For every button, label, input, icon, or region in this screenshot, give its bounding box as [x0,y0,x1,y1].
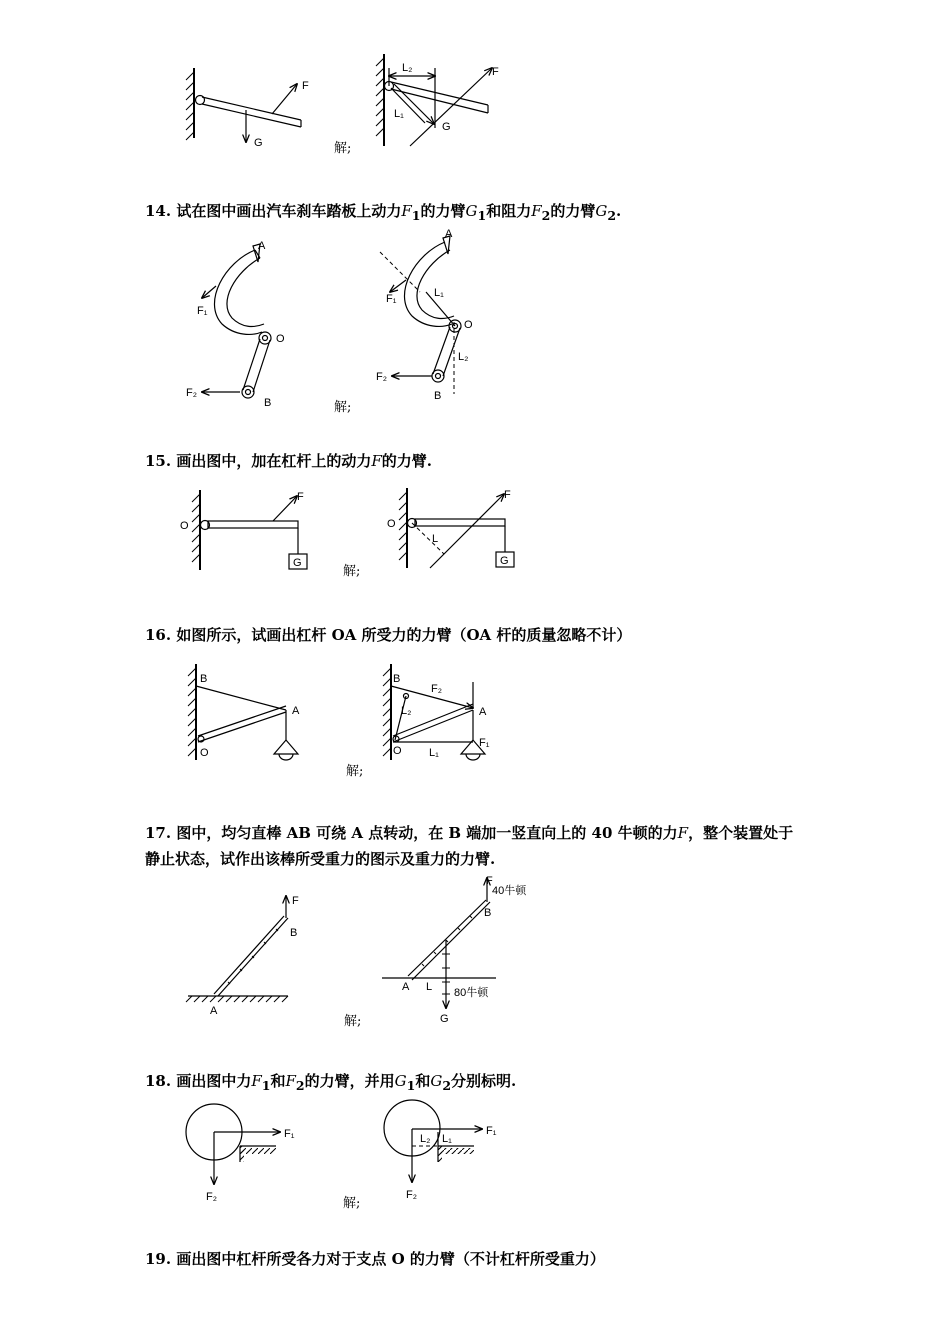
label-L1: L₁ [434,287,444,299]
q18-question: 18. 画出图中力$F_1$和$F_2$的力臂，并用$G_1$和$G_2$分别标明. [145,1072,517,1093]
q15-figure-1 [175,486,325,576]
label-B: B [264,397,272,409]
label-L2: L₂ [420,1133,431,1145]
q16-figure-2 [375,660,505,770]
label-G-value: 80牛顿 [454,987,489,999]
q13-answer-label: 解; [334,141,352,156]
label-B: B [393,673,401,685]
label-A: A [292,705,300,717]
q15-figure-2 [382,484,532,574]
q14-question: 14. 试在图中画出汽车刹车踏板上动力$F_1$的力臂$G_1$和阻力$F_2$的力臂$G_2$. [145,202,622,223]
label-F2: F₂ [406,1189,417,1201]
q18-figure-1 [180,1100,320,1210]
q17-figure-1 [180,890,300,1020]
label-O: O [276,333,285,345]
q14-figure-1 [180,232,310,412]
label-L1: L₁ [442,1133,452,1145]
label-B: B [200,673,208,685]
q14-figure-2 [370,222,510,412]
label-B: B [290,927,298,939]
q18-answer-label: 解; [343,1196,361,1211]
q17-figure-2 [378,870,538,1030]
q18-figure-2 [378,1096,518,1206]
q16-figure-1 [180,660,320,770]
label-L: L [426,981,433,993]
q15-answer-label: 解; [343,564,361,579]
label-F: F [302,80,309,92]
q13-figure-2 [370,50,520,160]
label-O: O [387,518,396,530]
q14-answer-label: 解; [334,400,352,415]
label-A: A [210,1005,218,1017]
label-F1: F₁ [386,293,397,305]
label-O: O [180,520,189,532]
q15-question: 15. 画出图中，加在杠杆上的动力F的力臂. [145,452,433,470]
label-F2: F₂ [206,1191,217,1203]
label-F1: F₁ [197,305,208,317]
label-F1: F₁ [284,1128,295,1140]
label-G: G [293,557,302,569]
label-L1: L₁ [429,747,439,759]
label-F-value: 40牛顿 [492,885,527,897]
label-G: G [254,137,263,149]
label-A: A [402,981,410,993]
label-F: F [297,491,304,503]
label-F: F [504,489,511,501]
q17-answer-label: 解; [344,1014,362,1029]
label-F2: F₂ [186,387,197,399]
label-G: G [440,1013,449,1025]
q17-question: 17. 图中，均匀直棒 AB 可绕 A 点转动，在 B 端加一竖直向上的 40 牛顿的力F，整个装置处于 静止状态，试作出该棒所受重力的图示及重力的力臂. [145,824,794,868]
label-F2: F₂ [431,683,442,695]
q16-question: 16. 如图所示，试画出杠杆 OA 所受力的力臂（OA 杆的质量忽略不计） [145,626,632,644]
label-F1: F₁ [486,1125,497,1137]
label-O: O [464,319,473,331]
label-F: F [492,66,499,78]
label-F1: F₁ [479,737,490,749]
q16-answer-label: 解; [346,764,364,779]
label-L: L [432,533,439,545]
label-O: O [200,747,209,759]
label-F2: F₂ [376,371,387,383]
label-F: F [292,895,299,907]
label-A: A [479,706,487,718]
label-O: O [393,745,402,757]
label-L2: L₂ [402,62,413,74]
label-A: A [445,228,453,240]
label-F: F [486,875,493,887]
label-B: B [484,907,492,919]
label-G: G [500,555,509,567]
label-L1: L₁ [394,108,404,120]
label-L2: L₂ [401,705,412,717]
q13-figure-1 [180,60,320,160]
label-L2: L₂ [458,351,469,363]
q19-question: 19. 画出图中杠杆所受各力对于支点 O 的力臂（不计杠杆所受重力） [145,1250,605,1268]
label-A: A [258,240,266,252]
label-B: B [434,390,442,402]
label-G: G [442,121,451,133]
